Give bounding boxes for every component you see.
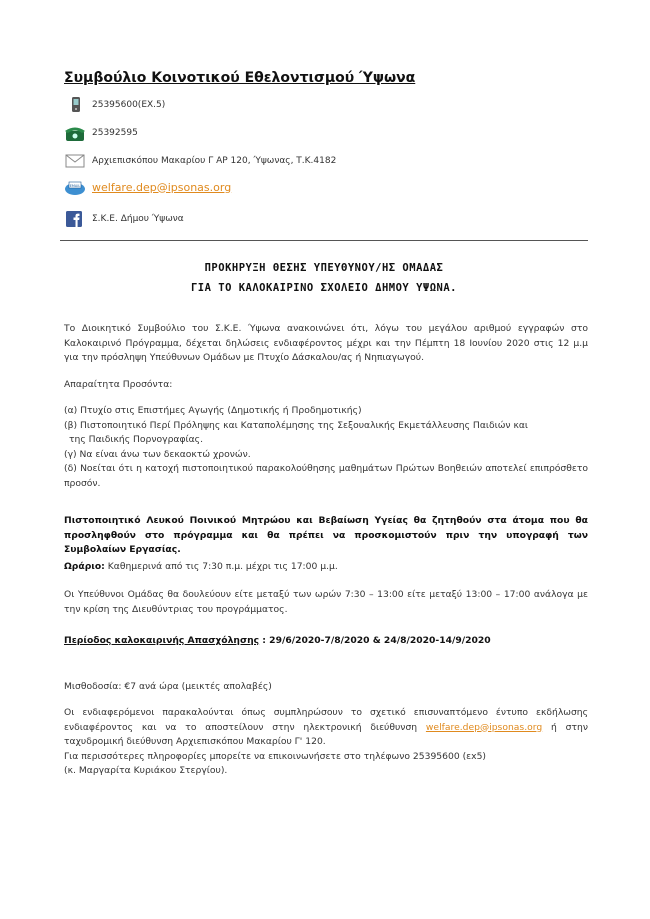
telephone-icon <box>64 124 86 142</box>
shifts-paragraph: Οι Υπεύθυνοι Ομάδας θα δουλεύουν είτε μεταξύ των ωρών 7:30 – 13:00 είτε μεταξύ 13:00 – 17:00 ανάλογα με την κρίση της Διευθύντριας του προγράμματος. <box>64 589 588 615</box>
organization-title: Συμβούλιο Κοινοτικού Εθελοντισμού Ύψωνα <box>64 70 416 86</box>
mobile-phone-icon <box>64 96 86 114</box>
closing-contact-line: Για περισσότερες πληροφορίες μπορείτε να επικοινωνήσετε στο τηλέφωνο 25395600 (εx5) <box>64 750 487 762</box>
requirement-d: (δ) Νοείται ότι η κατοχή πιστοποιητικού παρακολούθησης μαθημάτων Πρώτων Βοηθειών αποτελεί επιπρόσθετο προσόν. <box>64 463 588 489</box>
requirement-b-line1: (β) Πιστοποιητικό Περί Πρόληψης και Καταπολέμησης της Σεξουαλικής Εκμετάλλευσης Παιδιών και <box>64 419 529 431</box>
header-divider <box>60 240 588 241</box>
requirements-title: Απαραίτητα Προσόντα: <box>64 379 173 390</box>
schedule-label: Ωράριο: <box>64 561 105 572</box>
facebook-icon[interactable] <box>64 210 86 228</box>
address-row <box>64 150 336 172</box>
closing-paragraph <box>64 706 588 779</box>
facebook-row <box>64 208 184 230</box>
period-dates: : 29/6/2020-7/8/2020 & 24/8/2020-14/9/2020 <box>259 635 491 646</box>
schedule-text: Καθημερινά από τις 7:30 π.μ. μέχρι τις 17:00 μ.μ. <box>104 561 338 572</box>
requirement-c: (γ) Να είναι άνω των δεκαοκτώ χρονών. <box>64 448 251 460</box>
email-icon <box>64 178 86 196</box>
schedule-line <box>64 560 588 575</box>
email-icon-text: EMAIL <box>69 184 81 188</box>
closing-text-part1: Οι ενδιαφερόμενοι παρακαλούνται όπως συμπληρώσουν το σχετικό επισυναπτόμενο έντυπο εκδήλωσης ενδιαφέροντος και να το αποστείλουν στην ηλεκτρονική διεύθυνση <box>64 707 588 733</box>
closing-contact-person: (κ. Μαργαρίτα Κυριάκου Στεργίου). <box>64 765 228 776</box>
facebook-page-name[interactable]: Σ.Κ.Ε. Δήμου Ύψωνα <box>92 214 184 224</box>
email-link[interactable]: welfare.dep@ipsonas.org <box>92 180 232 194</box>
employment-period <box>64 634 588 649</box>
email-row <box>64 176 231 198</box>
requirement-a: (α) Πτυχίο στις Επιστήμες Αγωγής (Δημοτικής ή Προδημοτικής) <box>64 405 362 416</box>
fax-number: 25392595 <box>92 128 138 138</box>
postal-address: Αρχιεπισκόπου Μακαρίου Γ ΑΡ 120, Ύψωνας, Τ.Κ.4182 <box>92 156 337 166</box>
period-label: Περίοδος καλοκαιρινής Απασχόλησης <box>64 635 260 646</box>
phone-number: 25395600(EX.5) <box>92 100 166 110</box>
certificates-note: Πιστοποιητικό Λευκού Ποινικού Μητρώου και Βεβαίωση Υγείας θα ζητηθούν στα άτομα που θα προσληφθούν στο πρόγραμμα και θα πρέπει να προσκομιστούν πριν την υπογραφή των Συμβολαίων Εργασίας. <box>64 515 588 555</box>
closing-text-part2: ή στην ταχυδρομική διεύθυνση Αρχιεπισκόπου Μακαρίου Γ' 120. <box>64 721 588 747</box>
fax-row <box>64 122 138 144</box>
intro-paragraph: Το Διοικητικό Συμβούλιο του Σ.Κ.Ε. Ύψωνα ανακοινώνει ότι, λόγω του μεγάλου αριθμού εγγραφών στο Καλοκαιρινό Πρόγραμμα, δέχεται δηλώσεις ενδιαφέροντος μέχρι και την Πέμπτη 18 Ιουνίου 2020 στις 12 μ.μ για την πρόσληψη Υπεύθυνων Ομάδων με Πτυχίο Δάσκαλου/ας ή Νηπιαγωγού. <box>64 323 588 363</box>
envelope-icon <box>64 152 86 170</box>
pay-line: Μισθοδοσία: €7 ανά ώρα (μεικτές απολαβές) <box>64 681 272 692</box>
requirement-b-line2: της Παιδικής Πορνογραφίας. <box>69 434 203 445</box>
announcement-heading-line2: ΓΙΑ ΤΟ ΚΑΛΟΚΑΙΡΙΝΟ ΣΧΟΛΕΙΟ ΔΗΜΟΥ ΥΨΩΝΑ. <box>190 282 458 294</box>
requirements-list <box>64 404 588 491</box>
closing-email-link[interactable]: welfare.dep@ipsonas.org <box>425 721 543 733</box>
announcement-heading-line1: ΠΡΟΚΗΡΥΞΗ ΘΕΣΗΣ ΥΠΕΥΘΥΝΟΥ/ΗΣ ΟΜΑΔΑΣ <box>204 262 444 274</box>
phone-row <box>64 94 165 116</box>
